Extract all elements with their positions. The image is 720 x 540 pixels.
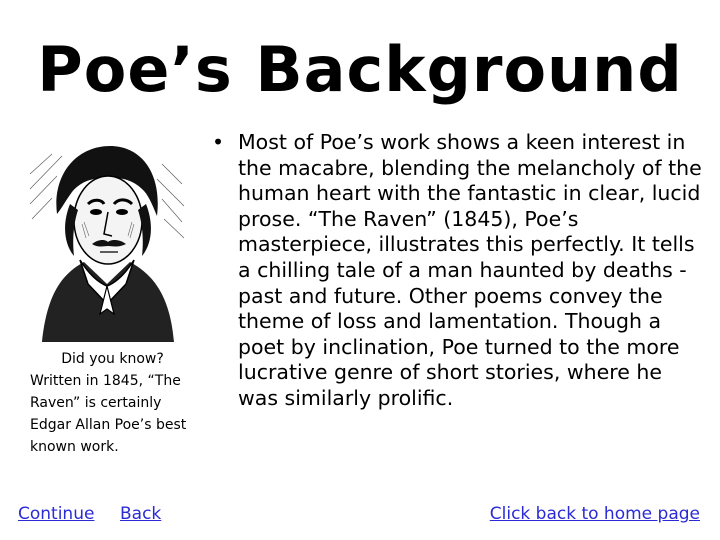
did-you-know-box: [30, 348, 195, 458]
continue-link[interactable]: Continue: [18, 504, 95, 524]
bullet-item: [212, 130, 702, 412]
home-page-link[interactable]: Click back to home page: [489, 504, 700, 524]
back-link[interactable]: Back: [120, 504, 162, 524]
poe-portrait-image: [22, 134, 192, 342]
bullet-paragraph: Most of Poe’s work shows a keen interest in the macabre, blending the melancholy of the human heart with the fantastic in clear, lucid prose. “The Raven” (1845), Poe’s masterpiece, illustrates this perfectly. It tells a chilling tale of a man haunted by deaths - past and future. Other poems convey the theme of loss and lamentation. Though a poet by inclination, Poe turned to the more lucrative genre of short stories, where he was similarly prolific.: [238, 130, 702, 410]
bullet-icon: •: [212, 130, 225, 154]
did-you-know-text: Written in 1845, “The Raven” is certainly Edgar Allan Poe’s best known work.: [30, 373, 187, 455]
slide-title: Poe’s Background: [37, 33, 683, 106]
main-content: [212, 130, 702, 412]
did-you-know-heading: Did you know?: [61, 351, 164, 367]
